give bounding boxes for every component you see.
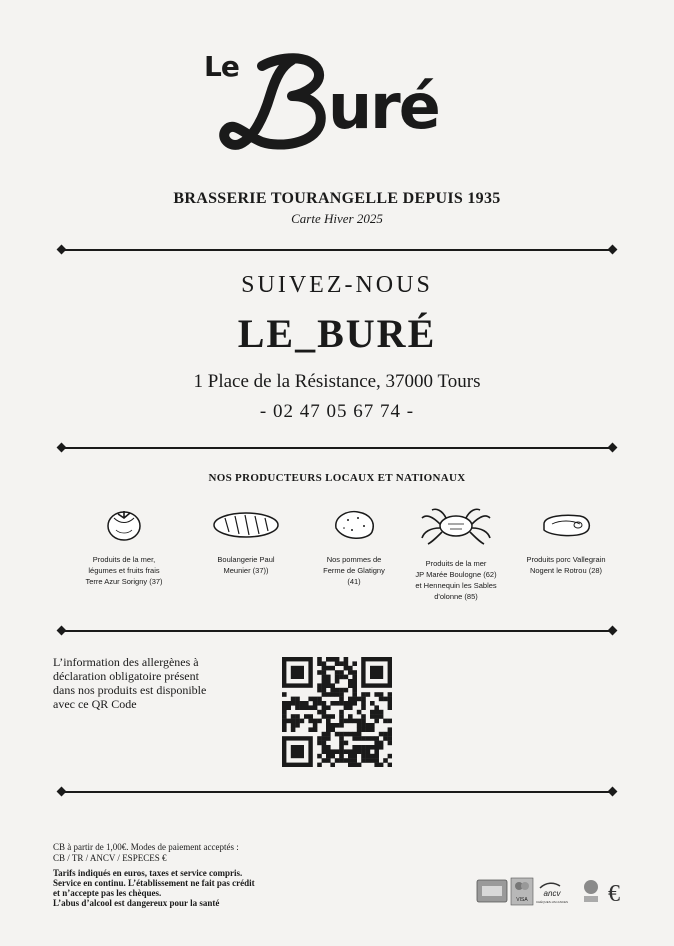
allergen-qr-code[interactable] xyxy=(282,657,392,767)
producer-item xyxy=(506,504,626,576)
producer-line: Boulangerie Paul xyxy=(217,555,275,564)
producer-line: d'olonne (85) xyxy=(434,592,478,601)
divider xyxy=(58,787,616,797)
address: 1 Place de la Résistance, 37000 Tours xyxy=(193,371,481,392)
brand-logo xyxy=(200,46,480,158)
phone-number: - 02 47 05 67 74 - xyxy=(259,401,415,422)
mastercard-visa-icon xyxy=(511,878,533,905)
meat-icon xyxy=(536,504,596,544)
producer-line: JP Marée Boulogne (62) xyxy=(415,570,497,579)
ancv-sublabel: CHÈQUES-VACANCES xyxy=(535,900,569,904)
crab-icon xyxy=(418,504,494,548)
legal-line: et n’accepte pas les chèques. xyxy=(53,888,162,898)
tomato-icon xyxy=(94,504,154,544)
legal-line: Service en continu. L’établissement ne fait pas crédit xyxy=(53,878,255,888)
visa-label: VISA xyxy=(516,897,528,903)
producer-line: Produits de la mer, xyxy=(92,555,156,564)
allergen-line: dans nos produits est disponible xyxy=(53,683,207,697)
producer-line: Terre Azur Sorigny (37) xyxy=(85,577,163,586)
producer-line: (41) xyxy=(347,577,361,586)
divider xyxy=(58,245,616,255)
ancv-logo xyxy=(536,883,568,904)
producer-line: Nogent le Rotrou (28) xyxy=(529,566,603,575)
producer-line: Nos pommes de xyxy=(326,555,382,564)
divider xyxy=(58,626,616,636)
menu-season: Carte Hiver 2025 xyxy=(291,211,383,226)
producer-item xyxy=(64,504,184,587)
potato-icon xyxy=(324,504,384,544)
producer-line: légumes et fruits frais xyxy=(88,566,160,575)
producer-line: et Hennequin les Sables xyxy=(415,581,497,590)
legal-line: L’abus d’alcool est dangereux pour la santé xyxy=(53,898,220,908)
producer-line: Produits porc Vallegrain xyxy=(526,555,606,564)
allergen-line: avec ce QR Code xyxy=(53,697,137,711)
producer-line: Meunier (37)) xyxy=(223,566,269,575)
payment-info xyxy=(53,842,239,864)
divider xyxy=(58,443,616,453)
cb-card-icon xyxy=(477,880,507,902)
tagline: BRASSERIE TOURANGELLE DEPUIS 1935 xyxy=(173,190,501,207)
payment-line: CB à partir de 1,00€. Modes de paiement acceptés : xyxy=(53,842,239,852)
follow-label: SUIVEZ-NOUS xyxy=(241,272,433,298)
producers-title: NOS PRODUCTEURS LOCAUX ET NATIONAUX xyxy=(208,472,466,484)
allergen-line: déclaration obligatoire présent xyxy=(53,669,199,683)
logo-name: uré xyxy=(328,70,439,143)
bread-icon xyxy=(211,504,281,544)
producer-item xyxy=(396,504,516,602)
payment-logos xyxy=(476,876,626,908)
producer-line: Ferme de Glatigny xyxy=(323,566,385,575)
payment-line: CB / TR / ANCV / ESPECES € xyxy=(53,853,167,863)
allergen-line: L’information des allergènes à xyxy=(53,655,199,669)
producer-item xyxy=(186,504,306,576)
producer-line: Produits de la mer xyxy=(425,559,487,568)
ticket-restaurant-icon xyxy=(584,880,598,902)
euro-icon: € xyxy=(608,881,620,907)
logo-prefix: Le xyxy=(204,50,239,83)
ancv-label: ancv xyxy=(543,889,561,898)
legal-line: Tarifs indiqués en euros, taxes et service compris. xyxy=(53,868,243,878)
legal-notes xyxy=(53,868,255,908)
social-handle: LE_BURÉ xyxy=(237,311,437,356)
allergen-info xyxy=(53,655,253,711)
